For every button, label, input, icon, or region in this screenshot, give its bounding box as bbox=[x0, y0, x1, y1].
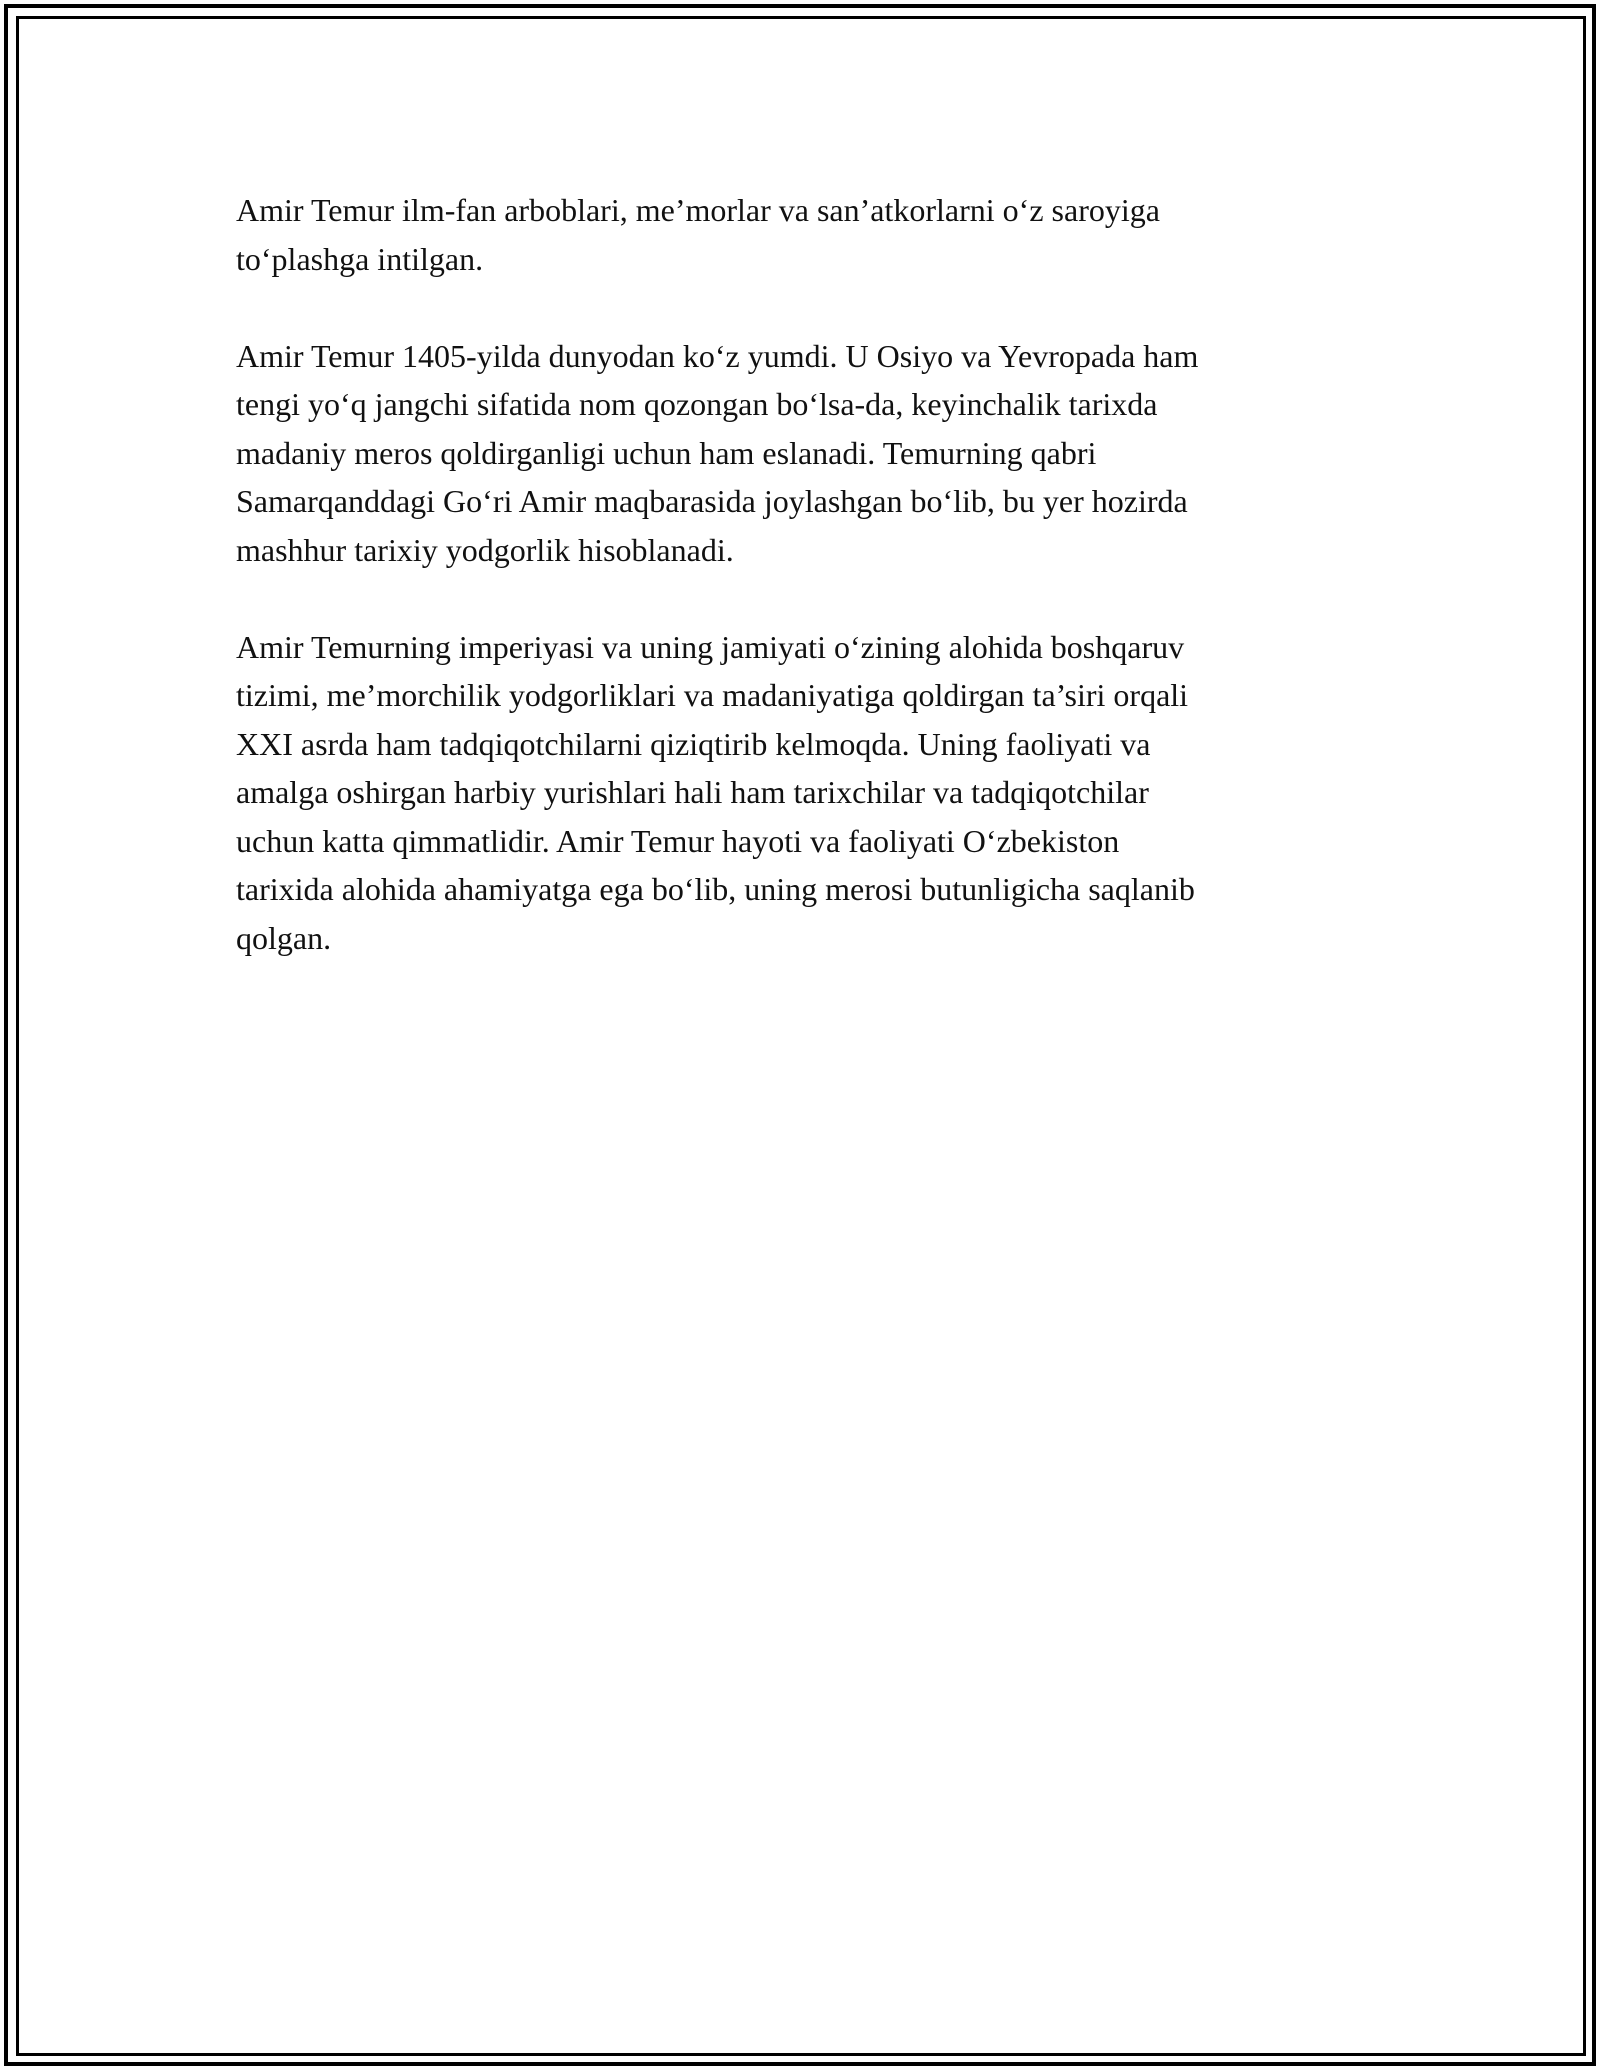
paragraph-2: Amir Temur 1405-yilda dunyodan ko‘z yumdi. U Osiyo va Yevropada ham tengi yo‘q jangchi sifatida nom qozongan bo‘lsa-da, keyinchalik tarixda madaniy meros qoldirganligi uchun ham eslanadi. Temurning qabri Samarqanddagi Go‘ri Amir maqbarasida joylashgan bo‘lib, bu yer hozirda mashhur tarixiy yodgorlik hisoblanadi. bbox=[236, 337, 1199, 568]
document-body bbox=[236, 186, 1356, 1011]
paragraph-1: Amir Temur ilm-fan arboblari, me’morlar va san’atkorlarni o‘z saroyiga to‘plashga intilgan. bbox=[236, 192, 1160, 277]
paragraph-3: Amir Temurning imperiyasi va uning jamiyati o‘zining alohida boshqaruv tizimi, me’morchilik yodgorliklari va madaniyatiga qoldirgan ta’siri orqali XXI asrda ham tadqiqotchilarni qiziqtirib kelmoqda. Uning faoliyati va amalga oshirgan harbiy yurishlari hali ham tarixchilar va tadqiqotchilar uchun katta qimmatlidir. Amir Temur hayoti va faoliyati O‘zbekiston tarixida alohida ahamiyatga ega bo‘lib, uning merosi butunligicha saqlanib qolgan. bbox=[236, 628, 1195, 956]
